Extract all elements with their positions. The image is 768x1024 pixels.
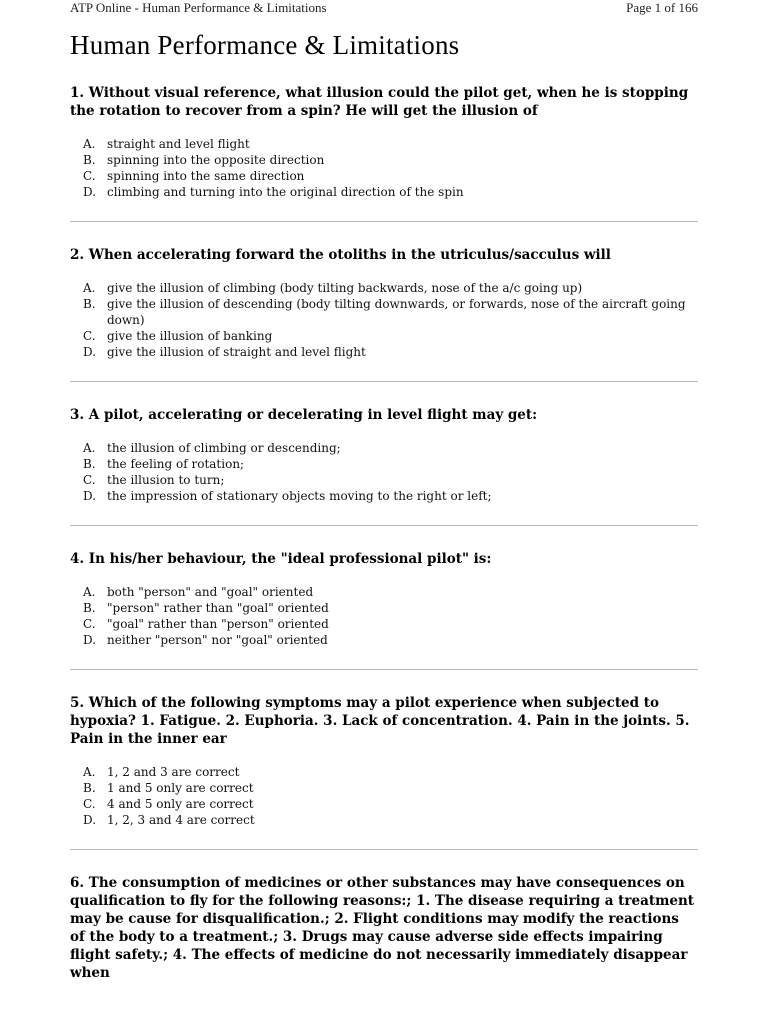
option-text: straight and level flight [107, 137, 250, 151]
option-letter: D. [83, 633, 97, 647]
answer-option [70, 616, 698, 632]
question-text: 3. A pilot, accelerating or decelerating in level flight may get: [70, 407, 538, 423]
answer-option [70, 280, 698, 296]
option-text: 1 and 5 only are correct [107, 781, 254, 795]
option-text: climbing and turning into the original direction of the spin [107, 185, 464, 199]
option-letter: C. [83, 617, 96, 631]
answer-option [70, 780, 698, 796]
option-text: the impression of stationary objects moving to the right or left; [107, 489, 492, 503]
option-letter: A. [83, 281, 96, 295]
option-letter: D. [83, 489, 97, 503]
option-text: give the illusion of banking [107, 329, 273, 343]
question-6 [70, 874, 698, 982]
option-letter: C. [83, 473, 96, 487]
option-letter: A. [83, 137, 96, 151]
question-divider [70, 669, 698, 670]
question-divider [70, 849, 698, 850]
option-letter: A. [83, 585, 96, 599]
answer-option [70, 168, 698, 184]
answer-options [70, 440, 698, 504]
question-1 [70, 84, 698, 200]
answer-option [70, 764, 698, 780]
page-header [70, 0, 698, 18]
option-letter: C. [83, 797, 96, 811]
option-text: neither "person" nor "goal" oriented [107, 633, 328, 647]
option-letter: B. [83, 601, 96, 615]
option-text: "goal" rather than "person" oriented [107, 617, 329, 631]
question-5 [70, 694, 698, 828]
option-text: 1, 2, 3 and 4 are correct [107, 813, 255, 827]
option-text: 1, 2 and 3 are correct [107, 765, 240, 779]
answer-options [70, 280, 698, 360]
answer-option [70, 296, 698, 328]
question-3 [70, 406, 698, 504]
answer-option [70, 184, 698, 200]
option-letter: D. [83, 345, 97, 359]
option-letter: C. [83, 329, 96, 343]
question-list [70, 84, 698, 998]
answer-option [70, 632, 698, 648]
option-text: the illusion to turn; [107, 473, 225, 487]
question-divider [70, 525, 698, 526]
answer-option [70, 456, 698, 472]
option-text: give the illusion of climbing (body tilting backwards, nose of the a/c going up) [107, 281, 583, 295]
question-text: 4. In his/her behaviour, the "ideal professional pilot" is: [70, 551, 492, 567]
option-letter: D. [83, 813, 97, 827]
question-text: 5. Which of the following symptoms may a pilot experience when subjected to hypoxia? 1. Fatigue. 2. Euphoria. 3. Lack of concentration. 4. Pain in the joints. 5. Pain in the inner ear [70, 695, 690, 747]
answer-option [70, 152, 698, 168]
question-text: 6. The consumption of medicines or other substances may have consequences on qualification to fly for the following reasons:; 1. The disease requiring a treatment may be cause for disqualification.; 2. Flight conditions may modify the reactions of the body to a treatment.; 3. Drugs may cause adverse side effects impairing flight safety.; 4. The effects of medicine do not necessarily immediately disappear when [70, 875, 695, 981]
option-letter: B. [83, 297, 96, 311]
question-divider [70, 381, 698, 382]
option-letter: B. [83, 781, 96, 795]
answer-option [70, 136, 698, 152]
option-letter: C. [83, 169, 96, 183]
option-text: the illusion of climbing or descending; [107, 441, 341, 455]
question-divider [70, 221, 698, 222]
answer-option [70, 812, 698, 828]
option-letter: A. [83, 765, 96, 779]
answer-option [70, 440, 698, 456]
header-page-number: Page 1 of 166 [626, 0, 698, 15]
answer-options [70, 136, 698, 200]
answer-option [70, 796, 698, 812]
option-text: "person" rather than "goal" oriented [107, 601, 329, 615]
option-letter: D. [83, 185, 97, 199]
document-title: Human Performance & Limitations [70, 30, 460, 60]
answer-options [70, 764, 698, 828]
answer-option [70, 600, 698, 616]
option-text: spinning into the opposite direction [107, 153, 325, 167]
answer-option [70, 472, 698, 488]
answer-option [70, 584, 698, 600]
question-2 [70, 246, 698, 360]
answer-option [70, 328, 698, 344]
option-letter: B. [83, 457, 96, 471]
question-text: 1. Without visual reference, what illusion could the pilot get, when he is stopping the rotation to recover from a spin? He will get the illusion of [70, 85, 689, 119]
option-text: both "person" and "goal" oriented [107, 585, 314, 599]
option-text: the feeling of rotation; [107, 457, 245, 471]
answer-options [70, 584, 698, 648]
option-letter: B. [83, 153, 96, 167]
question-4 [70, 550, 698, 648]
header-document-name: ATP Online - Human Performance & Limitations [70, 0, 327, 15]
option-text: 4 and 5 only are correct [107, 797, 254, 811]
answer-option [70, 344, 698, 360]
answer-option [70, 488, 698, 504]
option-text: give the illusion of straight and level flight [107, 345, 366, 359]
question-text: 2. When accelerating forward the otoliths in the utriculus/sacculus will [70, 247, 611, 263]
option-letter: A. [83, 441, 96, 455]
option-text: give the illusion of descending (body tilting downwards, or forwards, nose of the aircraft going down) [107, 297, 686, 327]
option-text: spinning into the same direction [107, 169, 305, 183]
